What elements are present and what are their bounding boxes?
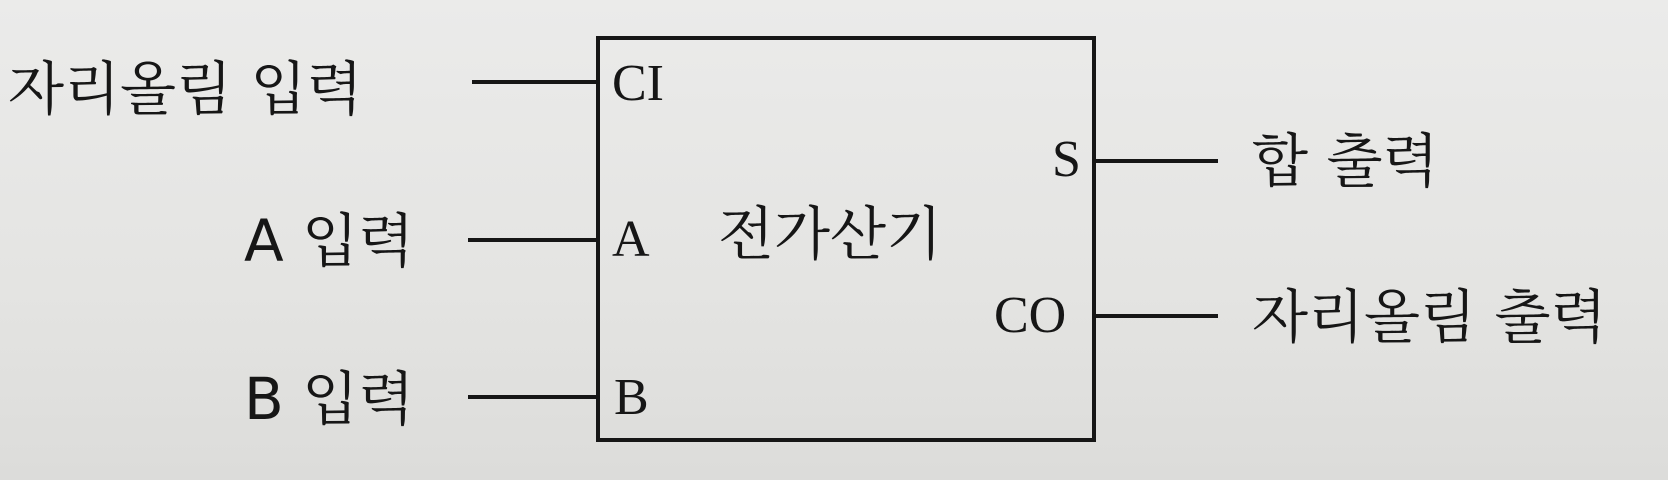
port-ci: CI — [612, 55, 664, 112]
port-s: S — [1052, 131, 1081, 188]
sum-output-label: 합 출력 — [1252, 127, 1439, 195]
carry-in-label: 자리올림 입력 — [8, 55, 363, 123]
carry-out-label: 자리올림 출력 — [1252, 283, 1607, 351]
a-input-label: A 입력 — [244, 207, 415, 275]
port-b: B — [614, 369, 649, 426]
port-co: CO — [994, 287, 1067, 344]
b-input-label: B 입력 — [244, 365, 415, 433]
port-a: A — [612, 211, 650, 268]
block-title: 전가산기 — [718, 200, 943, 268]
